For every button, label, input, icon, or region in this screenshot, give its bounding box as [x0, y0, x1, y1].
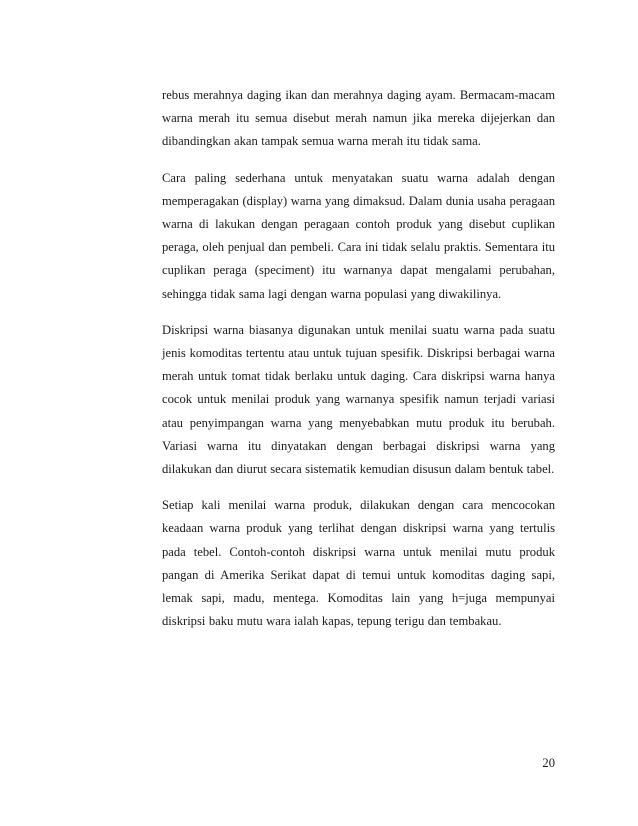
paragraph-2: Cara paling sederhana untuk menyatakan suatu warna adalah dengan memperagakan (display) warna yang dimaksud. Dalam dunia usaha peragaan warna di lakukan dengan peragaan contoh produk yang disebut cuplikan peraga, oleh penjual dan pembeli. Cara ini tidak selalu praktis. Sementara itu cuplikan peraga (speciment) itu warnanya dapat mengalami perubahan, sehingga tidak sama lagi dengan warna populasi yang diwakilinya.: [162, 170, 555, 301]
page-number: 20: [542, 756, 555, 770]
body-text: [162, 84, 555, 633]
paragraph-3: Diskripsi warna biasanya digunakan untuk menilai suatu warna pada suatu jenis komoditas tertentu atau untuk tujuan spesifik. Diskripsi berbagai warna merah untuk tomat tidak berlaku untuk daging. Cara diskripsi warna hanya cocok untuk menilai produk yang warnanya spesifik namun terjadi variasi atau penyimpangan warna yang menyebabkan mutu produk itu berubah. Variasi warna itu dinyatakan dengan berbagai diskripsi warna yang dilakukan dan diurut secara sistematik kemudian disusun dalam bentuk tabel.: [162, 322, 555, 477]
paragraph-1: rebus merahnya daging ikan dan merahnya daging ayam. Bermacam-macam warna merah itu semua disebut merah namun jika mereka dijejerkan dan dibandingkan akan tampak semua warna merah itu tidak sama.: [162, 88, 555, 149]
paragraph-4: Setiap kali menilai warna produk, dilakukan dengan cara mencocokan keadaan warna produk yang terlihat dengan diskripsi warna yang tertulis pada tebel. Contoh-contoh diskripsi warna untuk menilai mutu produk pangan di Amerika Serikat dapat di temui untuk komoditas daging sapi, lemak sapi, madu, mentega. Komoditas lain yang h=juga mempunyai diskripsi baku mutu wara ialah kapas, tepung terigu dan tembakau.: [162, 498, 555, 629]
